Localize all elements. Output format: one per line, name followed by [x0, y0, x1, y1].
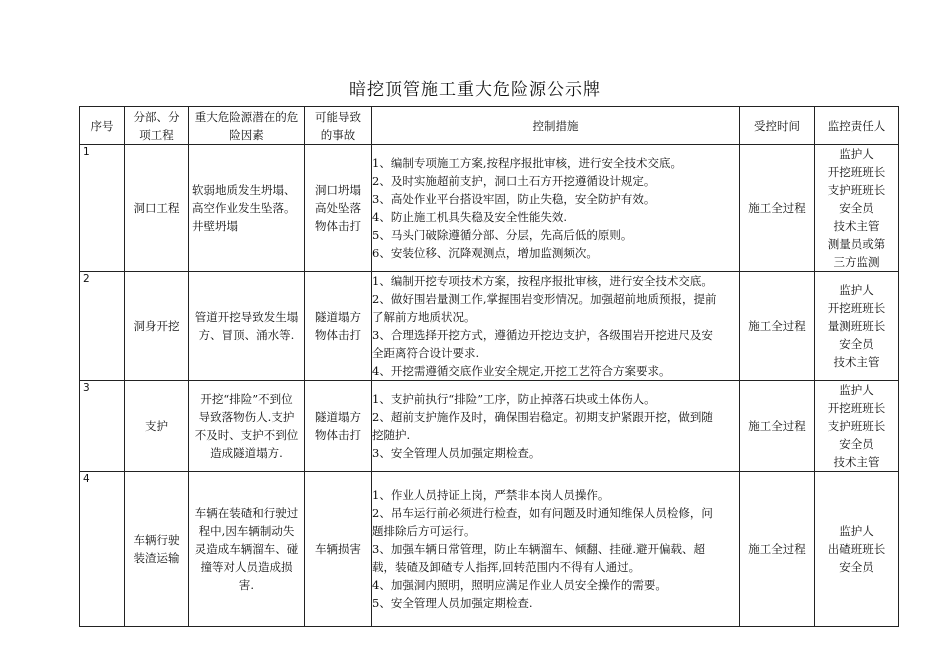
accident-cell: 洞口坍塌 高处坠落 物体击打 [305, 145, 372, 272]
row-number: 1 [83, 146, 90, 158]
row-number: 3 [83, 382, 90, 394]
measures-cell: 1、编制开挖专项技术方案，按程序报批审核，进行安全技术交底。 2、做好围岩量测工作,掌握围岩变形情况。加强超前地质预报，提前 了解前方地质状况。 3、合理选择开挖方式，遵循边开挖边支护，各级围岩开挖进尺及安 全距离符合设计要求. 4、开挖需遵循交底作业安全规定,开挖工艺符合方案要求。 [372, 272, 740, 381]
row-number: 4 [83, 473, 90, 485]
time-cell: 施工全过程 [740, 381, 815, 472]
time-cell: 施工全过程 [740, 145, 815, 272]
row-number-cell [80, 145, 125, 272]
header-time: 受控时间 [740, 107, 815, 145]
person-cell: 监护人 开挖班班长 支护班班长 安全员 技术主管 [815, 381, 899, 472]
row-number-cell [80, 472, 125, 627]
accident-cell: 隧道塌方 物体击打 [305, 272, 372, 381]
header-part: 分部、分 项工程 [125, 107, 189, 145]
hazard-cell: 车辆在装碴和行驶过 程中,因车辆制动失 灵造成车辆溜车、碰 撞等对人员造成损 害. [189, 472, 305, 627]
accident-cell: 隧道塌方 物体击打 [305, 381, 372, 472]
person-cell: 监护人 开挖班班长 支护班班长 安全员 技术主管 测量员或第 三方监测 [815, 145, 899, 272]
header-row [80, 107, 899, 145]
measures-cell: 1、支护前执行“排险”工序，防止掉落石块或土体伤人。 2、超前支护施作及时，确保围岩稳定。初期支护紧跟开挖，做到随 挖随护. 3、安全管理人员加强定期检查。 [372, 381, 740, 472]
part-cell: 洞身开挖 [125, 272, 189, 381]
accident-cell: 车辆损害 [305, 472, 372, 627]
person-cell: 监护人 出碴班班长 安全员 [815, 472, 899, 627]
header-accident: 可能导致 的事故 [305, 107, 372, 145]
row-number-cell [80, 272, 125, 381]
hazard-cell: 开挖“排险”不到位 导致落物伤人.支护 不及时、支护不到位 造成隧道塌方. [189, 381, 305, 472]
table-row [80, 145, 899, 272]
header-person: 监控责任人 [815, 107, 899, 145]
measures-cell: 1、编制专项施工方案,按程序报批审核，进行安全技术交底。 2、及时实施超前支护，洞口土石方开挖遵循设计规定。 3、高处作业平台搭设牢固，防止失稳，安全防护有效。 4、防止施工机具失稳及安全性能失效. 5、马头门破除遵循分部、分层，先高后低的原则。 6、安装位移、沉降观测点，增加监测频次。 [372, 145, 740, 272]
measures-cell: 1、作业人员持证上岗，严禁非本岗人员操作。 2、吊车运行前必须进行检查，如有问题及时通知维保人员检修，问 题排除后方可运行。 3、加强车辆日常管理，防止车辆溜车、倾翻、挂碰.避开偏载、超 载，装碴及卸碴专人指挥,回转范围内不得有人通过。 4、加强洞内照明，照明应满足作业人员安全操作的需要。 5、安全管理人员加强定期检查. [372, 472, 740, 627]
part-cell: 车辆行驶 装渣运输 [125, 472, 189, 627]
header-measures: 控制措施 [372, 107, 740, 145]
page-title: 暗挖顶管施工重大危险源公示牌 [349, 80, 601, 100]
hazard-cell: 管道开挖导致发生塌 方、冒顶、涌水等. [189, 272, 305, 381]
time-cell: 施工全过程 [740, 272, 815, 381]
hazard-cell: 软弱地质发生坍塌、 高空作业发生坠落。 井壁坍塌 [189, 145, 305, 272]
time-cell: 施工全过程 [740, 472, 815, 627]
hazard-table [79, 106, 899, 627]
table-row [80, 272, 899, 381]
header-seq: 序号 [80, 107, 125, 145]
header-hazard: 重大危险源潜在的危 险因素 [189, 107, 305, 145]
table-row [80, 472, 899, 627]
table-row [80, 381, 899, 472]
person-cell: 监护人 开挖班班长 量测班班长 安全员 技术主管 [815, 272, 899, 381]
row-number-cell [80, 381, 125, 472]
part-cell: 洞口工程 [125, 145, 189, 272]
row-number: 2 [83, 273, 90, 285]
part-cell: 支护 [125, 381, 189, 472]
